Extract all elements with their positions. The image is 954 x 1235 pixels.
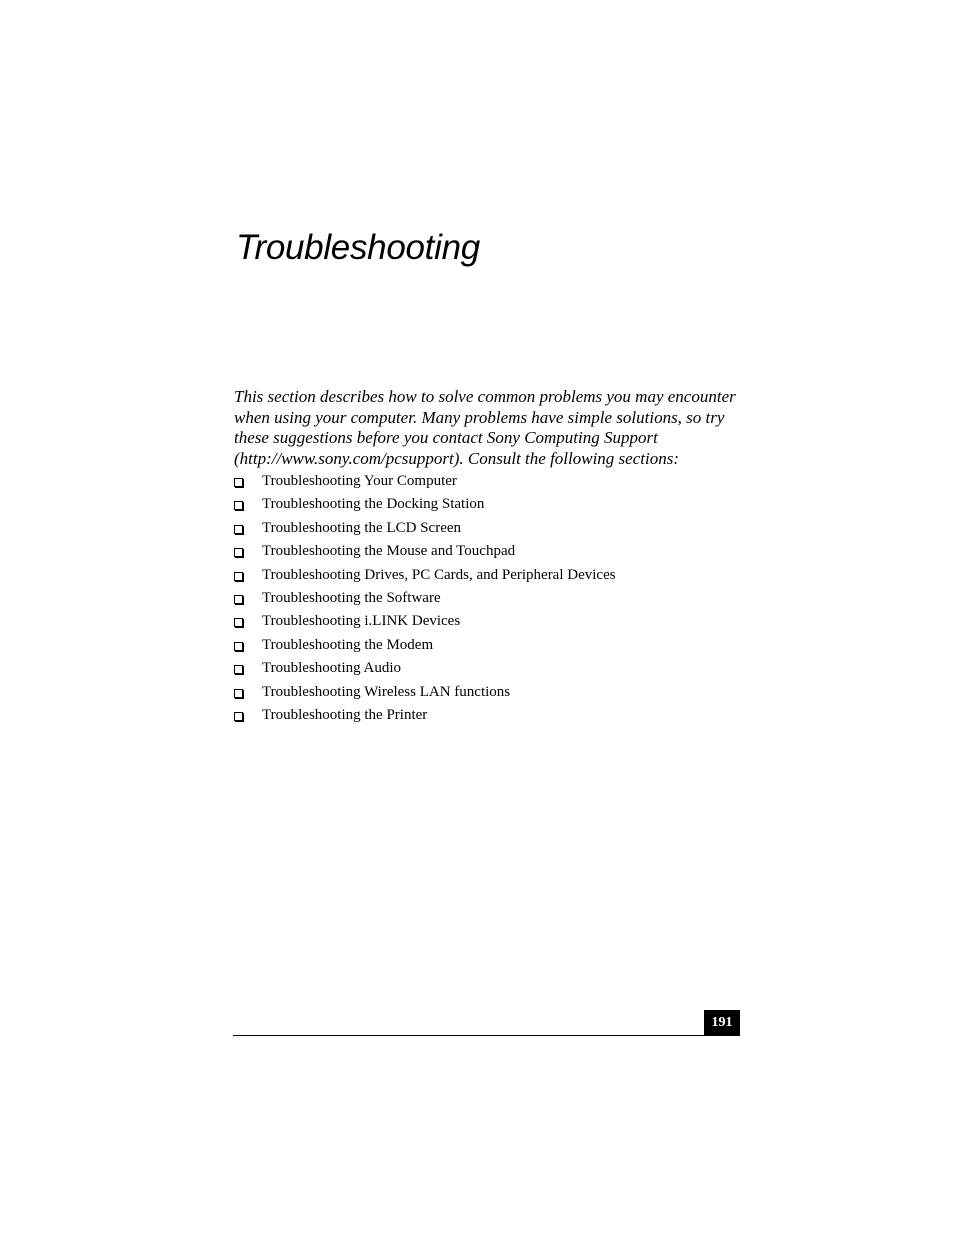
list-item bbox=[234, 587, 616, 610]
checkbox-bullet-icon bbox=[234, 689, 243, 698]
list-item bbox=[234, 634, 616, 657]
list-item bbox=[234, 470, 616, 493]
checkbox-bullet-icon bbox=[234, 665, 243, 674]
intro-paragraph: This section describes how to solve common problems you may encounter when using your computer. Many problems have simple solutions, so try these suggestions before you contact Sony Computing Support (http://www.sony.com/pcsupport). Consult the following sections: bbox=[234, 387, 736, 468]
list-item-label: Troubleshooting the Software bbox=[262, 589, 441, 606]
list-item bbox=[234, 657, 616, 680]
list-item-label: Troubleshooting the LCD Screen bbox=[262, 519, 462, 536]
list-item-label: Troubleshooting Your Computer bbox=[262, 473, 457, 489]
checkbox-bullet-icon bbox=[234, 525, 243, 534]
list-item bbox=[234, 517, 616, 540]
list-item-label: Troubleshooting the Printer bbox=[262, 706, 428, 723]
list-item bbox=[234, 681, 616, 704]
section-list bbox=[234, 470, 616, 727]
list-item-label: Troubleshooting Drives, PC Cards, and Peripheral Devices bbox=[262, 566, 616, 583]
footer-divider bbox=[233, 1035, 739, 1036]
checkbox-bullet-icon bbox=[234, 572, 243, 581]
list-item-label: Troubleshooting the Mouse and Touchpad bbox=[262, 543, 516, 560]
list-item bbox=[234, 493, 616, 516]
list-item-label: Troubleshooting the Modem bbox=[262, 636, 434, 653]
list-item-label: Troubleshooting Audio bbox=[262, 660, 402, 677]
list-item bbox=[234, 564, 616, 587]
checkbox-bullet-icon bbox=[234, 642, 243, 651]
list-item bbox=[234, 610, 616, 633]
checkbox-bullet-icon bbox=[234, 501, 243, 510]
checkbox-bullet-icon bbox=[234, 548, 243, 557]
page-number-badge: 191 bbox=[704, 1010, 740, 1036]
checkbox-bullet-icon bbox=[234, 478, 243, 487]
checkbox-bullet-icon bbox=[234, 595, 243, 604]
list-item bbox=[234, 540, 616, 563]
list-item bbox=[234, 704, 616, 727]
checkbox-bullet-icon bbox=[234, 618, 243, 627]
list-item-label: Troubleshooting the Docking Station bbox=[262, 496, 485, 513]
page-title: Troubleshooting bbox=[236, 228, 480, 267]
list-item-label: Troubleshooting Wireless LAN functions bbox=[262, 683, 511, 700]
list-item-label: Troubleshooting i.LINK Devices bbox=[262, 613, 461, 630]
checkbox-bullet-icon bbox=[234, 712, 243, 721]
